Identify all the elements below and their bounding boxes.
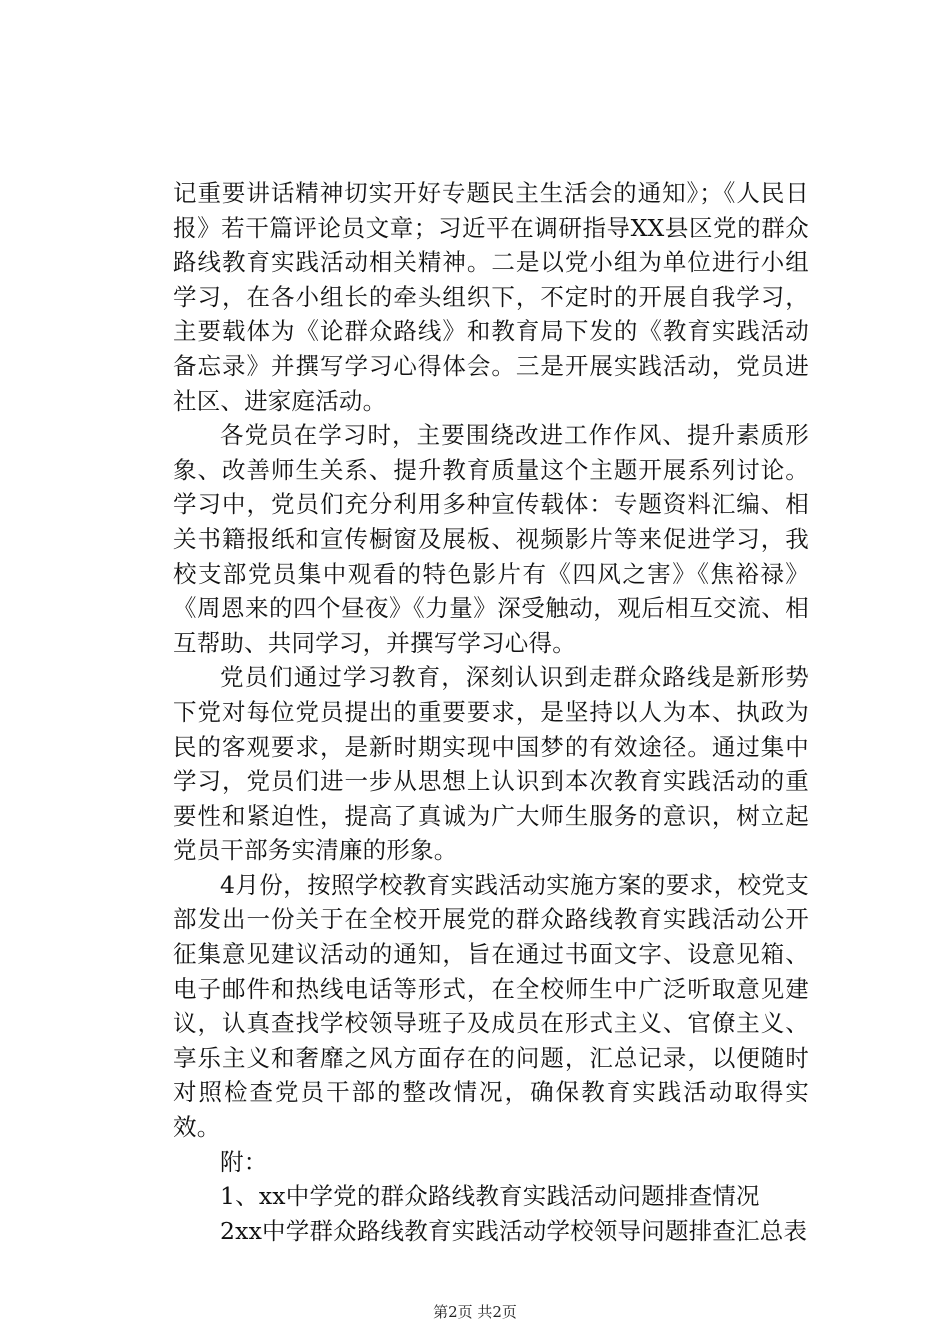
paragraph-4: 4月份，按照学校教育实践活动实施方案的要求，校党支部发出一份关于在全校开展党的群众路线教育实践活动公开征集意见建议活动的通知，旨在通过书面文字、设意见箱、电子邮件和热线电话等形式，在全校师生中广泛听取意见建议，认真查找学校领导班子及成员在形式主义、官僚主义、享乐主义和奢靡之风方面存在的问题，汇总记录，以便随时对照检查党员干部的整改情况，确保教育实践活动取得实效。: [173, 870, 809, 1142]
attachment-item-2: 2xx中学群众路线教育实践活动学校领导问题排查汇总表: [220, 1216, 808, 1245]
document-body: [173, 176, 809, 1248]
paragraph-3: 党员们通过学习教育，深刻认识到走群众路线是新形势下党对每位党员提出的重要要求，是坚持以人为本、执政为民的客观要求，是新时期实现中国梦的有效途径。通过集中学习，党员们进一步从思想上认识到本次教育实践活动的重要性和紧迫性，提高了真诚为广大师生服务的意识，树立起党员干部务实清廉的形象。: [173, 663, 809, 865]
attachment-item-1: 1、xx中学党的群众路线教育实践活动问题排查情况: [220, 1182, 760, 1211]
attachment-label: 附：: [220, 1147, 268, 1176]
paragraph-2: 各党员在学习时，主要围绕改进工作作风、提升素质形象、改善师生关系、提升教育质量这个主题开展系列讨论。学习中，党员们充分利用多种宣传载体：专题资料汇编、相关书籍报纸和宣传橱窗及展板、视频影片等来促进学习，我校支部党员集中观看的特色影片有《四风之害》《焦裕禄》《周恩来的四个昼夜》《力量》深受触动，观后相互交流、相互帮助、共同学习，并撰写学习心得。: [173, 421, 809, 657]
page-footer: 第2页 共2页: [433, 1303, 517, 1321]
paragraph-1: 记重要讲话精神切实开好专题民主生活会的通知》；《人民日报》若干篇评论员文章；习近平在调研指导XX县区党的群众路线教育实践活动相关精神。二是以党小组为单位进行小组学习，在各小组长的牵头组织下，不定时的开展自我学习，主要载体为《论群众路线》和教育局下发的《教育实践活动备忘录》并撰写学习心得体会。三是开展实践活动，党员进社区、进家庭活动。: [173, 179, 809, 415]
